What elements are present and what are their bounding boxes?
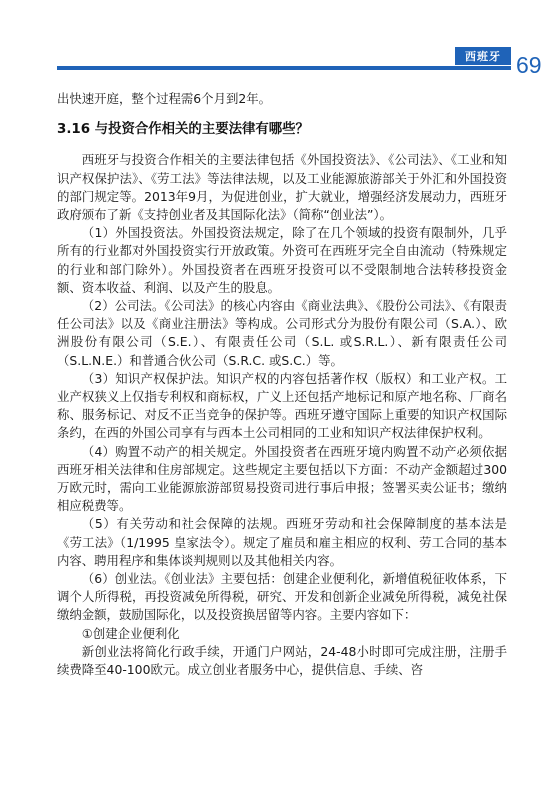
- paragraph-intro: 西班牙与投资合作相关的主要法律包括《外国投资法》、《公司法》、《工业和知识产权保护法》、《劳工法》等法律法规，以及工业能源旅游部关于外汇和外国投资的部门规定等。2013年9月，为促进创业，扩大就业，增强经济发展动力，西班牙政府颁布了新《支持创业者及其国际化法》（简称“创业法”）。: [57, 152, 507, 223]
- lead-line: 出快速开庭，整个过程需6个月到2年。: [57, 91, 272, 106]
- country-tab: 西班牙: [455, 47, 511, 65]
- page-content: [57, 90, 507, 679]
- header-rule: [57, 66, 511, 70]
- paragraph-ip-law: （3）知识产权保护法。知识产权的内容包括著作权（版权）和工业产权。工业产权狭义上仅指专利权和商标权，广义上还包括产地标记和原产地名称、厂商名称、服务标记、对反不正当竞争的保护等。西班牙遵守国际上重要的知识产权国际条约，在西的外国公司享有与西本土公司相同的工业和知识产权法律保护权利。: [57, 370, 507, 441]
- section-title: 3.16 与投资合作相关的主要法律有哪些？: [57, 122, 309, 138]
- subheading-business-facilitation: ①创建企业便利化: [81, 625, 180, 641]
- paragraph-foreign-investment-law: （1）外国投资法。外国投资法规定，除了在几个领域的投资有限制外，几乎所有的行业都对外国投资实行开放政策。外资可在西班牙完全自由流动（特殊规定的行业和部门除外）。外国投资者在西班牙投资可以不受限制地合法转移投资金额、资本收益、利润、以及产生的股息。: [57, 225, 507, 295]
- paragraph-company-law: （2）公司法。《公司法》的核心内容由《商业法典》、《股份公司法》、《有限责任公司法》以及《商业注册法》等构成。公司形式分为股份有限公司（S.A.）、欧洲股份有限公司（S.E.）、有限责任公司（S.L. 或S.R.L.）、新有限责任公司（S.L.N.E.）和普通合伙公司（S.R.C. 或S.C.）等。: [57, 298, 507, 368]
- paragraph-entrepreneurship-law: （6）创业法。《创业法》主要包括：创建企业便利化，新增值税征收体系，下调个人所得税，再投资减免所得税，研究、开发和创新企业减免所得税，减免社保缴纳金额，鼓励国际化，以及投资换居留等内容。主要内容如下：: [57, 571, 507, 623]
- paragraph-real-estate: （4）购置不动产的相关规定。外国投资者在西班牙境内购置不动产必须依据西班牙相关法律和住房部规定。这些规定主要包括以下方面：不动产金额超过300万欧元时，需向工业能源旅游部贸易投资司进行事后申报；签署买卖公证书；缴纳相应税费等。: [57, 443, 507, 514]
- paragraph-registration: 新创业法将简化行政手续，开通门户网站，24-48小时即可完成注册，注册手续费降至40-100欧元。成立创业者服务中心，提供信息、手续、咨: [57, 643, 507, 678]
- page-number: 69: [516, 52, 542, 78]
- paragraph-labor-law: （5）有关劳动和社会保障的法规。西班牙劳动和社会保障制度的基本法是《劳工法》（1/1995 皇家法令）。规定了雇员和雇主相应的权利、劳工合同的基本内容、聘用程序和集体谈判规则以及其他相关内容。: [57, 516, 507, 568]
